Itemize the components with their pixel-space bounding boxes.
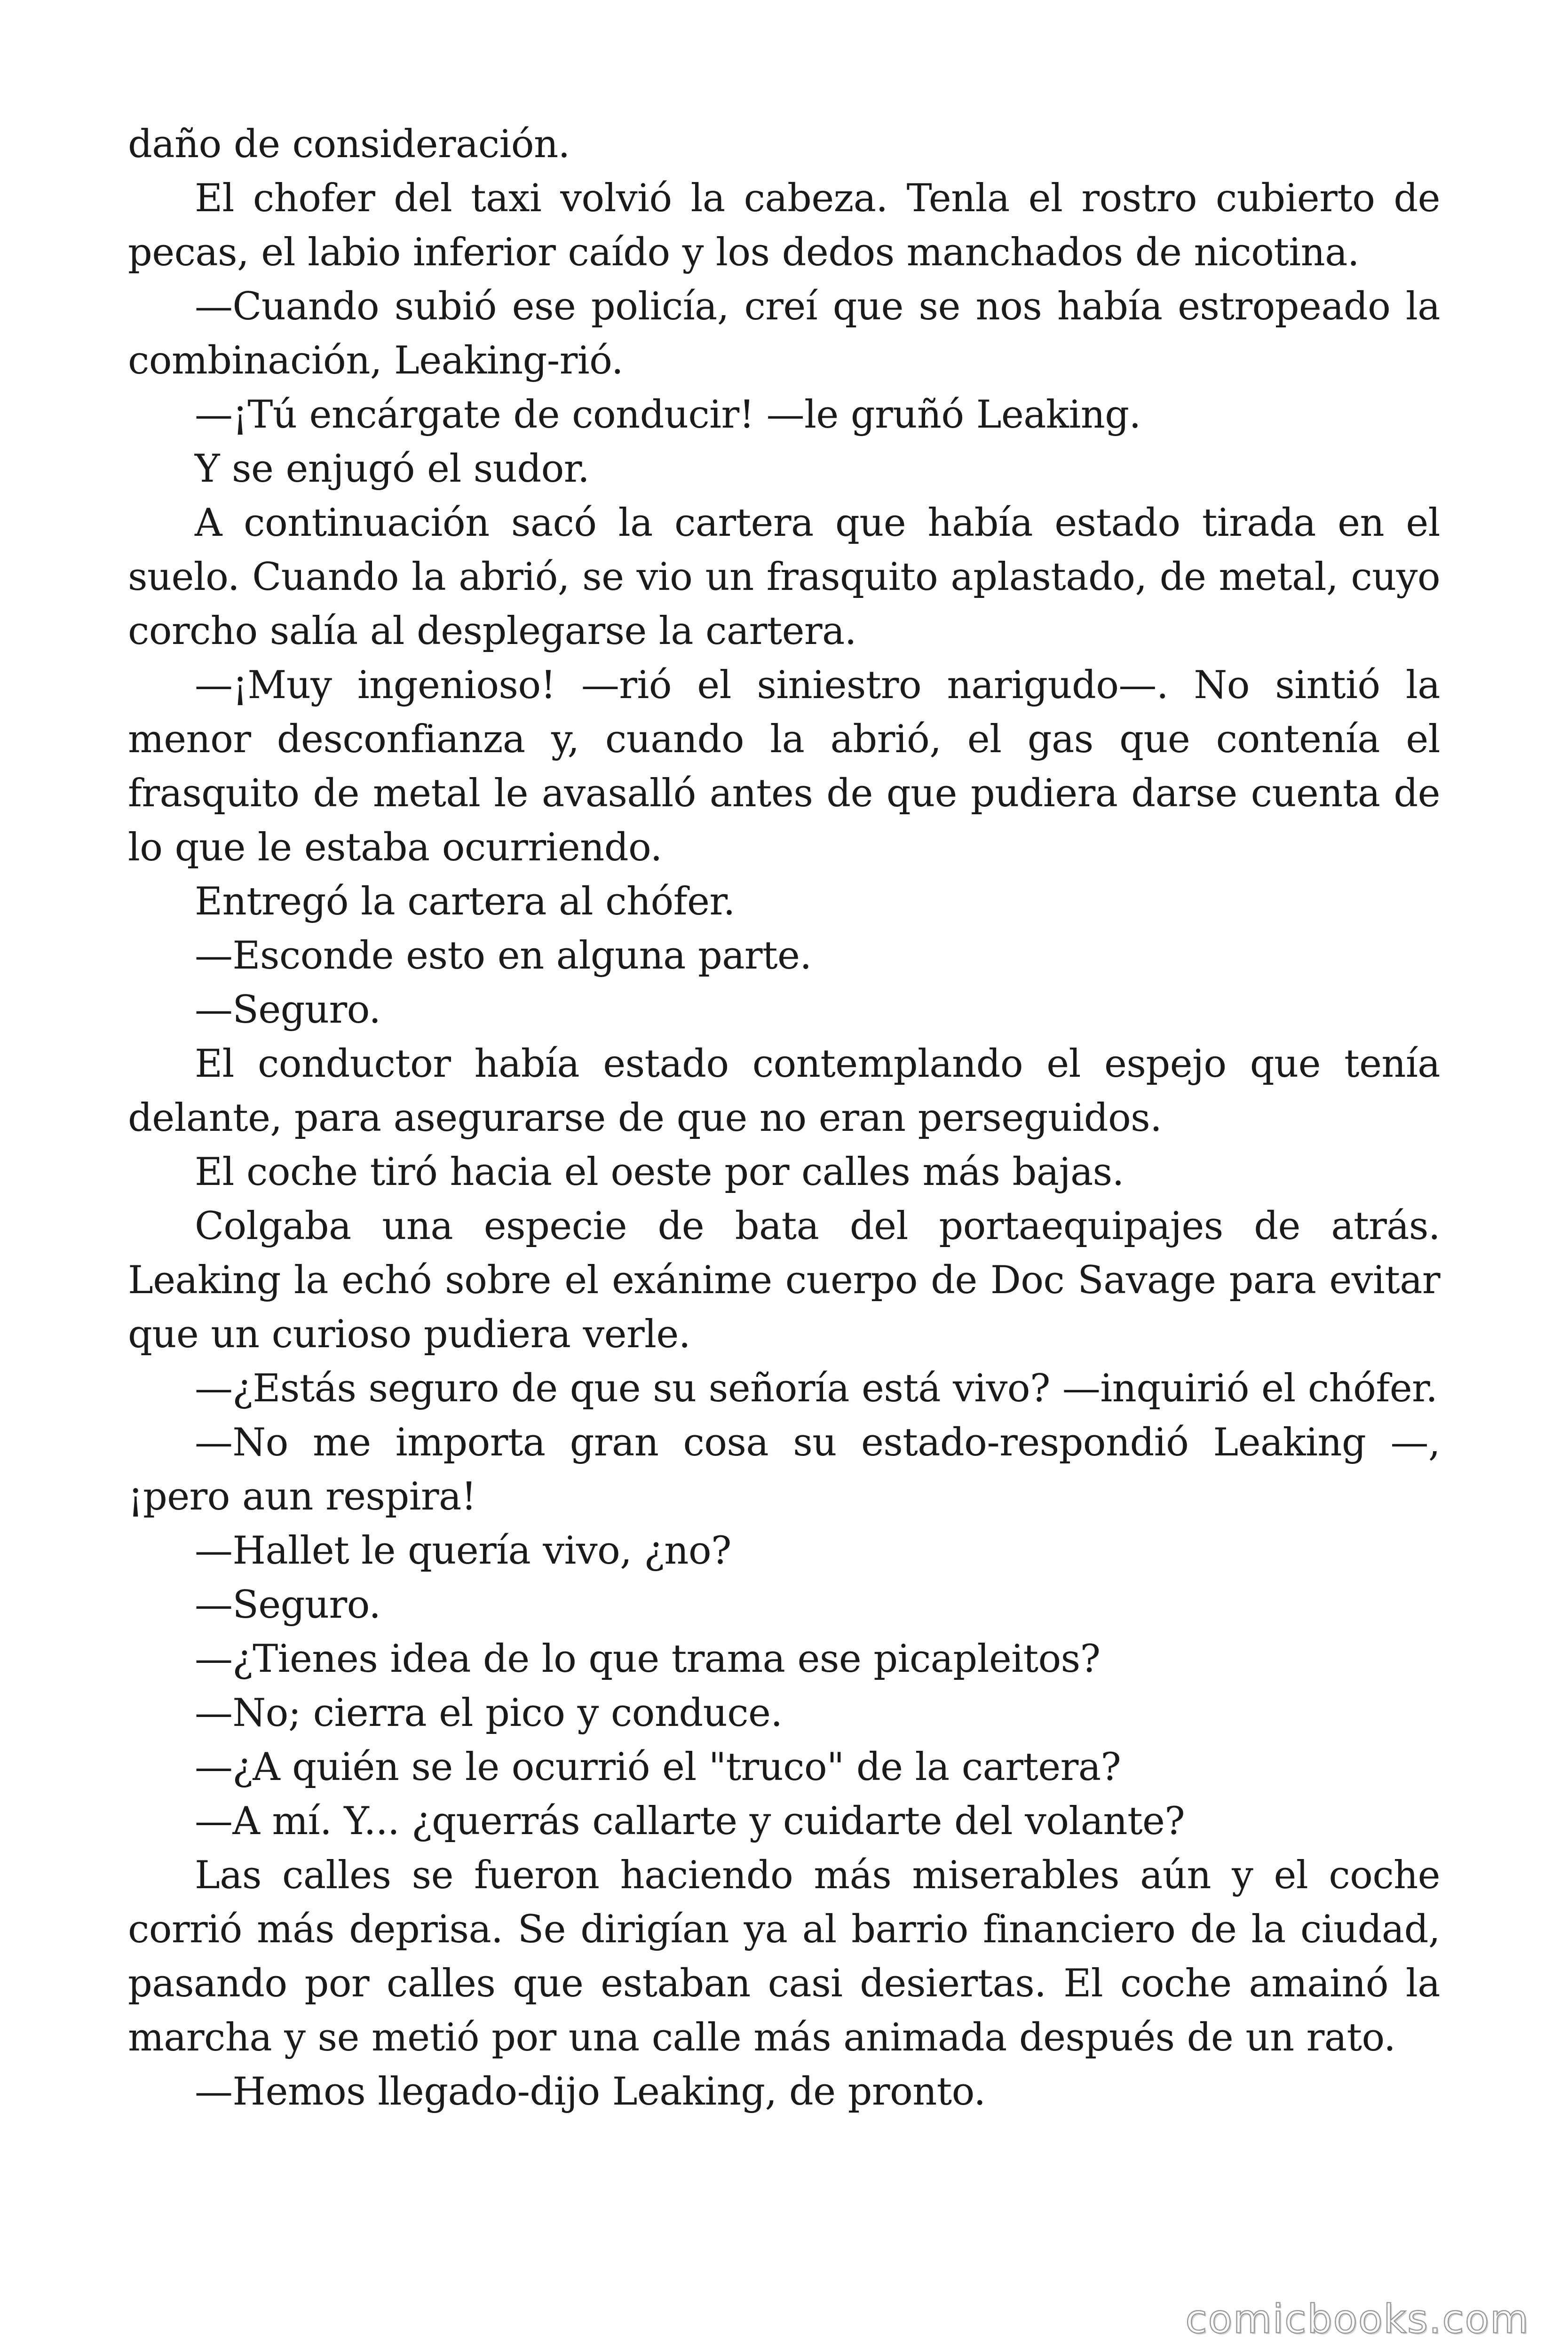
paragraph-3: —Cuando subió ese policía, creí que se nos había estropeado la combinación, Leaking-rió.	[128, 285, 1440, 383]
paragraph-19: —No; cierra el pico y conduce.	[195, 1691, 783, 1735]
paragraph-23: —Hemos llegado-dijo Leaking, de pronto.	[195, 2070, 986, 2114]
paragraph-14: —¿Estás seguro de que su señoría está vivo? —inquirió el chófer.	[195, 1367, 1438, 1411]
paragraph-13: Colgaba una especie de bata del portaequipajes de atrás. Leaking la echó sobre el exánime cuerpo de Doc Savage para evitar que un curioso pudiera verle.	[128, 1204, 1440, 1357]
paragraph-11: El conductor había estado contemplando el espejo que tenía delante, para asegurarse de que no eran perseguidos.	[128, 1042, 1440, 1140]
paragraph-20: —¿A quién se le ocurrió el "truco" de la cartera?	[195, 1745, 1121, 1789]
paragraph-17: —Seguro.	[195, 1583, 381, 1627]
paragraph-5: Y se enjugó el sudor.	[195, 447, 590, 491]
paragraph-1: daño de consideración.	[128, 122, 570, 167]
paragraph-21: —A mí. Y... ¿querrás callarte y cuidarte del volante?	[195, 1799, 1185, 1843]
paragraph-2: El chofer del taxi volvió la cabeza. Tenla el rostro cubierto de pecas, el labio inferior caído y los dedos manchados de nicotina.	[128, 176, 1440, 275]
paragraph-9: —Esconde esto en alguna parte.	[195, 934, 812, 978]
watermark: comicbooks.com	[1185, 2296, 1529, 2342]
paragraph-16: —Hallet le quería vivo, ¿no?	[195, 1529, 731, 1573]
paragraph-4: —¡Tú encárgate de conducir! —le gruñó Leaking.	[195, 393, 1141, 437]
paragraph-10: —Seguro.	[195, 988, 381, 1032]
paragraph-18: —¿Tienes idea de lo que trama ese picapleitos?	[195, 1637, 1101, 1681]
paragraph-15: —No me importa gran cosa su estado-respondió Leaking —, ¡pero aun respira!	[128, 1421, 1440, 1519]
paragraph-8: Entregó la cartera al chófer.	[195, 880, 735, 924]
paragraph-7: —¡Muy ingenioso! —rió el siniestro narigudo—. No sintió la menor desconfianza y, cuando la abrió, el gas que contenía el frasquito de metal le avasalló antes de que pudiera darse cuenta de lo que le estaba ocurriendo.	[128, 663, 1440, 870]
paragraph-22: Las calles se fueron haciendo más miserables aún y el coche corrió más deprisa. Se dirigían ya al barrio financiero de la ciudad, pasando por calles que estaban casi desiertas. El coche amainó la marcha y se metió por una calle más animada después de un rato.	[128, 1853, 1440, 2060]
paragraph-12: El coche tiró hacia el oeste por calles más bajas.	[195, 1150, 1124, 1194]
page-body	[128, 118, 1440, 2119]
paragraph-6: A continuación sacó la cartera que había estado tirada en el suelo. Cuando la abrió, se vio un frasquito aplastado, de metal, cuyo corcho salía al desplegarse la cartera.	[128, 501, 1440, 653]
